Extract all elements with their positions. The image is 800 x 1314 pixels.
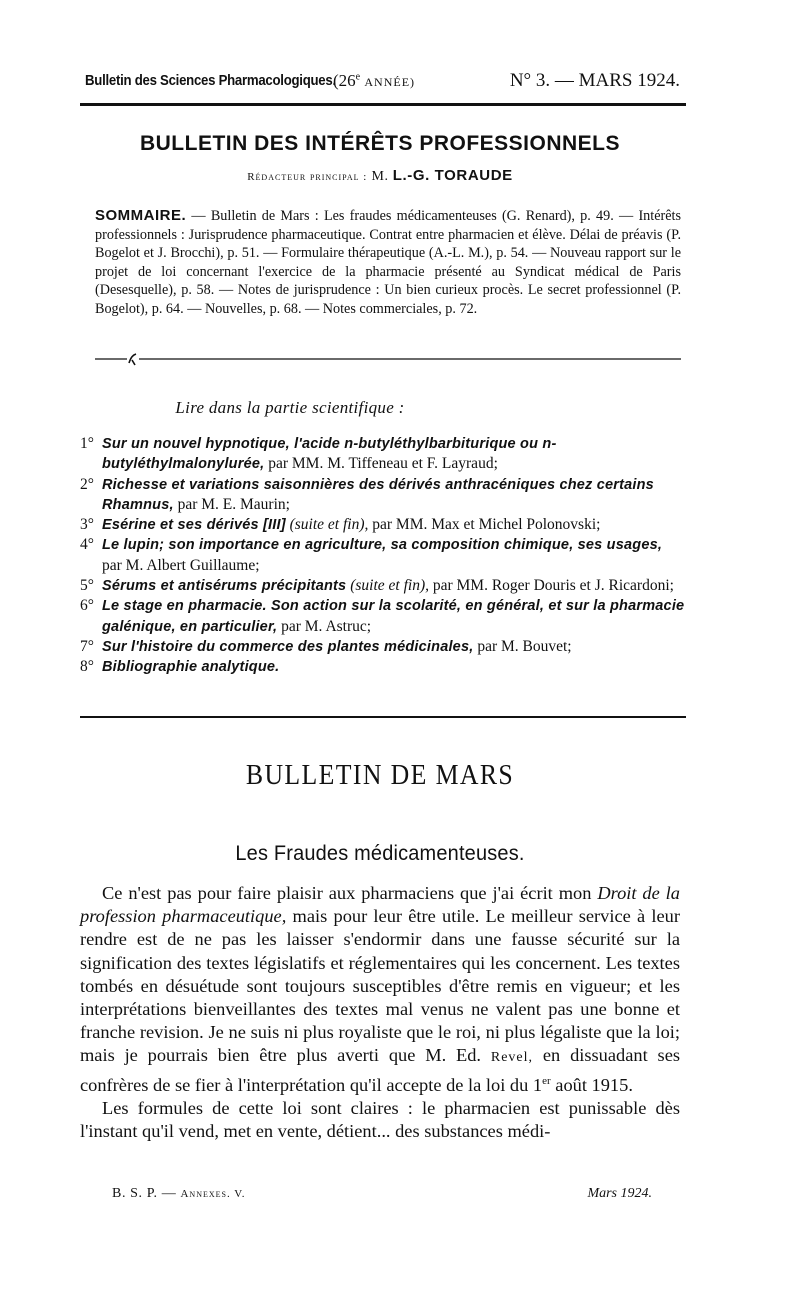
toc-entry: 2° Richesse et variations saisonnières des dérivés anthracéniques chez certains Rhamnus, par M. E. Maurin; <box>80 475 654 513</box>
toc-entry: 1° Sur un nouvel hypnotique, l'acide n-butyléthylbarbiturique ou n-butyléthylmalonylurée, par MM. M. Tiffeneau et F. Layraud; <box>80 435 557 473</box>
footer-right: Mars 1924. <box>587 1186 652 1201</box>
article-title: Les Fraudes médicamenteuses. <box>235 842 525 865</box>
toc-entry: 4° Le lupin; son importance en agriculture, sa composition chimique, ses usages, par M. Albert Guillaume; <box>80 536 663 574</box>
toc-entry: 6° Le stage en pharmacie. Son action sur la scolarité, en général, et sur la pharmacie galénique, en particulier, par M. Astruc; <box>80 597 685 635</box>
editor-line: Rédacteur principal : M. L.-G. TORAUDE <box>247 167 513 184</box>
toc-rule <box>80 716 686 718</box>
sommaire <box>95 207 681 319</box>
article-body <box>80 882 680 1143</box>
toc-entry: 5° Sérums et antisérums précipitants (suite et fin), par MM. Roger Douris et J. Ricardoni; <box>80 577 674 595</box>
ornament-rule <box>95 351 681 367</box>
toc-entry: 8° Bibliographie analytique. <box>80 658 280 676</box>
year-label: (26e ANNÉE) <box>333 71 416 90</box>
header-rule <box>80 103 686 106</box>
toc-entry: 3° Esérine et ses dérivés [III] (suite et fin), par MM. Max et Michel Polonovski; <box>80 516 601 534</box>
running-head <box>85 70 680 96</box>
toc-entry: 7° Sur l'histoire du commerce des plantes médicinales, par M. Bouvet; <box>80 637 572 655</box>
footer-left: B. S. P. — Annexes. V. <box>112 1186 246 1201</box>
paragraph: Ce n'est pas pour faire plaisir aux pharmaciens que j'ai écrit mon Droit de la profession pharmaceutique, mais pour leur être utile. Le meilleur service à leur rendre est de ne pas les laisser s'endormir dans une fausse sécurité sur la signification des textes législatifs et réglementaires qui les concernent. Les textes tombés en désuétude sont toujours susceptibles d'être remis en vigueur; et les interprétations bienveillantes des textes mal venus ne valent pas une bonne et franche revision. Je ne suis ni plus royaliste que le roi, ni plus légaliste que la loi; mais je pourrais bien être plus averti que M. Ed. Revel, en dissuadant ses confrères de se fier à l'interprétation qu'il accepte de la loi du 1er août 1915. <box>80 883 681 1095</box>
scientific-part-intro: Lire dans la partie scientifique : <box>175 398 405 417</box>
journal-name: Bulletin des Sciences Pharmacologiques. <box>85 72 336 89</box>
page-footer <box>112 1186 652 1206</box>
masthead-title: BULLETIN DES INTÉRÊTS PROFESSIONNELS <box>139 132 621 155</box>
sommaire-text: — Bulletin de Mars : Les fraudes médicamenteuses (G. Renard), p. 49. — Intérêts professionnels : Jurisprudence pharmaceutique. Contrat entre pharmacien et élève. Délai de préavis (P. Bogelot et J. Brocchi), p. 51. — Formulaire thérapeutique (A.-L. M.), p. 54. — Nouveau rapport sur le projet de loi concernant l'exercice de la pharmacie présenté au Syndicat médical de Paris (Desesquelle), p. 58. — Notes de jurisprudence : Un bien curieux procès. Le secret professionnel (P. Bogelot), p. 64. — Nouvelles, p. 68. — Notes commerciales, p. 72. <box>95 208 681 317</box>
sommaire-label: SOMMAIRE. <box>95 207 187 224</box>
scientific-toc <box>80 434 685 678</box>
issue-number: N° 3. — MARS 1924. <box>509 70 680 91</box>
bulletin-title: BULLETIN DE MARS <box>245 760 515 791</box>
paragraph: Les formules de cette loi sont claires : le pharmacien est punissable dès l'instant qu'il vend, met en vente, détient... des substances médi- <box>80 1097 680 1142</box>
